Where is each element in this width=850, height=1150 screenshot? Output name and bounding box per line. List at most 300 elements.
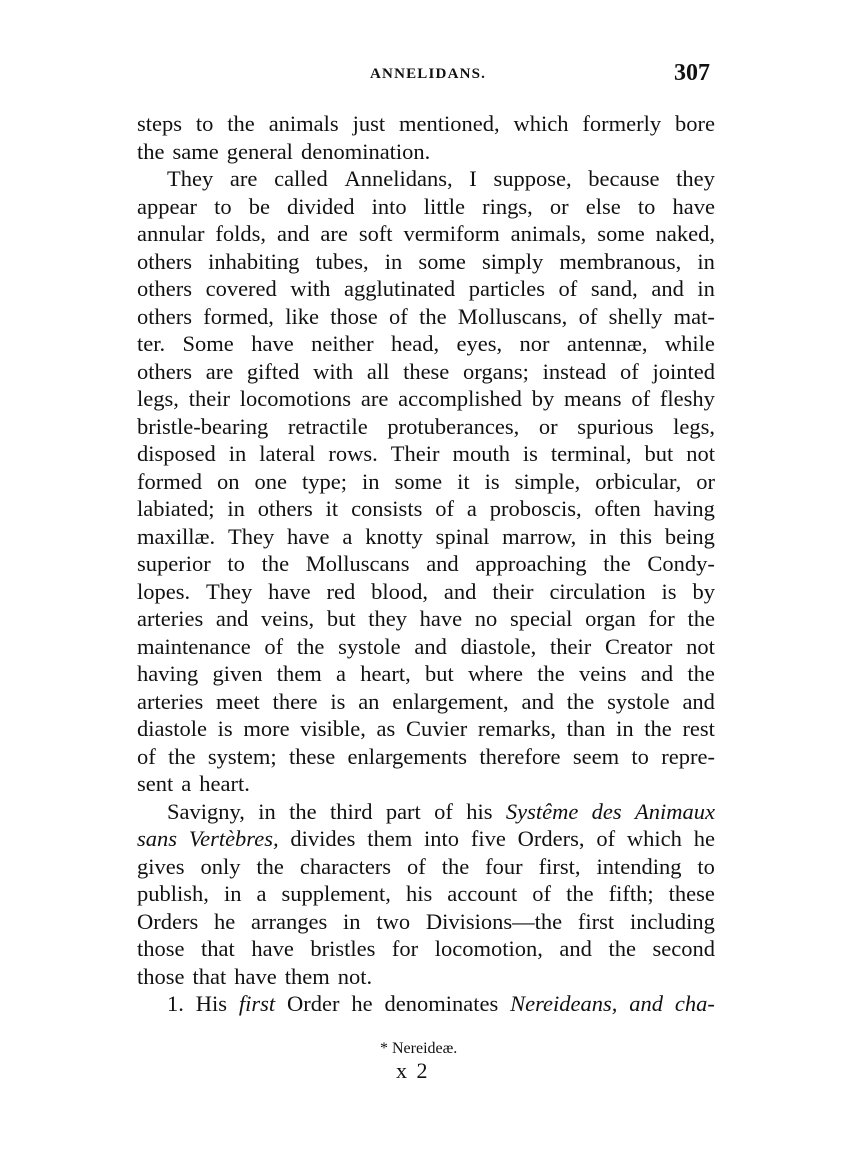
- word: they: [368, 606, 407, 631]
- word: and: [651, 276, 684, 301]
- word: the: [441, 853, 470, 879]
- word: and: [443, 578, 477, 604]
- word: and: [521, 688, 554, 714]
- word: bristles: [310, 936, 376, 961]
- word: Condy-: [647, 551, 715, 576]
- word: in: [589, 523, 607, 549]
- word: having: [137, 661, 199, 686]
- word: special: [509, 606, 573, 631]
- word: head,: [390, 331, 440, 356]
- word: sans: [137, 826, 178, 851]
- word: heart.: [199, 771, 250, 796]
- text-line: [137, 578, 715, 606]
- word: but: [425, 661, 454, 686]
- word: else: [585, 193, 621, 219]
- word: superior: [137, 551, 211, 576]
- word: being: [664, 523, 715, 549]
- body-text: [137, 110, 715, 1018]
- word: marrow,: [502, 523, 577, 549]
- word: some: [597, 221, 645, 246]
- word: remarks,: [477, 716, 556, 741]
- word: mentioned,: [398, 111, 500, 136]
- word: is: [661, 578, 677, 604]
- word: that: [201, 936, 235, 961]
- word: the: [168, 743, 196, 769]
- word: spinal: [435, 523, 490, 549]
- word: some: [418, 248, 466, 274]
- word: in: [223, 881, 242, 906]
- word: which: [513, 111, 569, 136]
- word: they: [676, 166, 715, 191]
- word: type;: [302, 468, 348, 494]
- word: the: [256, 853, 284, 879]
- word: have: [287, 523, 330, 549]
- word: in: [343, 908, 361, 934]
- word: Their: [390, 441, 440, 466]
- word: maintenance: [137, 633, 251, 659]
- text-line: [137, 358, 715, 386]
- word: he: [351, 991, 373, 1016]
- word: proboscis,: [489, 496, 582, 521]
- word: into: [371, 193, 407, 219]
- word: Animaux: [635, 798, 715, 824]
- word: veins: [578, 661, 627, 686]
- text-line: [137, 825, 715, 853]
- word: of: [620, 358, 639, 384]
- word: inhabiting: [208, 248, 300, 274]
- word: of: [631, 386, 651, 411]
- text-line: [137, 605, 715, 633]
- word: Annelidans,: [344, 166, 453, 191]
- word: and: [640, 661, 674, 686]
- word: Orders,: [517, 826, 585, 851]
- word: They: [227, 523, 275, 549]
- word: Some: [182, 331, 234, 356]
- word: nor: [519, 331, 550, 356]
- word: in: [697, 276, 715, 301]
- word: others: [137, 248, 192, 274]
- word: others: [257, 496, 313, 521]
- word: a: [335, 661, 346, 686]
- word: is: [522, 441, 538, 466]
- word: or: [549, 193, 569, 219]
- word: labiated;: [137, 496, 215, 521]
- word: have: [419, 606, 463, 631]
- word: arteries: [137, 606, 204, 631]
- word: not.: [337, 963, 373, 989]
- word: antennæ,: [566, 331, 648, 356]
- word: in: [362, 468, 380, 494]
- text-line: [137, 495, 715, 523]
- word: on: [217, 468, 240, 494]
- text-line: [137, 138, 715, 166]
- word: them: [367, 826, 413, 851]
- word: to: [195, 111, 214, 136]
- word: and: [629, 991, 664, 1016]
- word: it: [457, 468, 470, 494]
- word: of: [407, 853, 426, 879]
- text-line: [137, 193, 715, 221]
- word: given: [212, 661, 263, 686]
- word: and: [559, 936, 592, 961]
- word: are: [229, 166, 258, 191]
- word: blood,: [371, 578, 429, 604]
- text-line: [137, 688, 715, 716]
- word: Systême: [505, 798, 579, 824]
- word: Creator: [604, 633, 673, 659]
- word: in: [384, 248, 403, 274]
- word: but: [644, 441, 674, 466]
- word: a: [181, 771, 192, 796]
- word: is: [484, 468, 500, 494]
- word: formed: [137, 468, 202, 494]
- word: called: [274, 166, 328, 191]
- word: suppose,: [493, 166, 572, 191]
- word: enlargements: [347, 743, 468, 769]
- word: them: [276, 661, 322, 686]
- word: third: [329, 798, 373, 824]
- text-line: [137, 413, 715, 441]
- word: mat-: [673, 303, 715, 329]
- word: and: [215, 606, 249, 631]
- word: legs,: [137, 386, 179, 411]
- word: where: [468, 661, 523, 686]
- word: accomplished: [398, 386, 522, 411]
- word: sand,: [590, 276, 638, 301]
- word: his: [405, 881, 433, 906]
- text-line: [137, 798, 715, 826]
- word: simple,: [514, 468, 581, 494]
- text-line: [137, 633, 715, 661]
- word: sent: [137, 771, 174, 796]
- word: first,: [538, 853, 581, 879]
- word: heart,: [360, 661, 411, 686]
- text-line: [137, 523, 715, 551]
- word: shelly: [608, 303, 663, 329]
- word: no: [474, 606, 498, 631]
- word: Divisions—the: [425, 908, 563, 934]
- word: but: [326, 606, 356, 631]
- word: the: [137, 138, 165, 164]
- word: others: [137, 276, 192, 301]
- word: including: [629, 908, 715, 934]
- text-line: [137, 743, 715, 771]
- word: not: [686, 441, 715, 466]
- word: system;: [207, 743, 277, 769]
- word: means: [564, 386, 622, 411]
- word: part: [385, 798, 421, 824]
- word: denominates: [384, 991, 499, 1016]
- word: systole: [607, 688, 670, 714]
- word: a: [256, 881, 267, 906]
- word: the: [566, 688, 595, 714]
- word: red: [326, 578, 356, 604]
- word: lopes.: [137, 578, 191, 604]
- word: be: [248, 193, 270, 219]
- word: their: [492, 578, 534, 604]
- word: not: [686, 633, 715, 659]
- word: visible,: [300, 716, 366, 741]
- word: mouth: [452, 441, 510, 466]
- page-number: 307: [674, 60, 710, 86]
- word: little: [423, 193, 466, 219]
- word: two: [376, 908, 411, 934]
- word: often: [594, 496, 641, 521]
- text-line: [137, 275, 715, 303]
- word: first: [238, 991, 276, 1016]
- word: of: [389, 303, 408, 329]
- word: denomination.: [300, 138, 431, 164]
- word: gives: [137, 853, 185, 879]
- word: like: [285, 303, 319, 329]
- word: all: [366, 358, 390, 384]
- word: to: [697, 853, 715, 879]
- word: the: [687, 606, 715, 631]
- word: Cuvier: [405, 716, 468, 741]
- word: His: [195, 991, 228, 1016]
- word: and: [276, 221, 310, 246]
- word: 1.: [167, 991, 184, 1016]
- word: meet: [216, 688, 260, 714]
- text-line: [137, 165, 715, 193]
- word: just: [352, 111, 386, 136]
- word: having: [653, 496, 715, 521]
- word: instead: [542, 358, 607, 384]
- word: repre-: [661, 743, 715, 769]
- word: of: [435, 496, 454, 521]
- word: spurious: [577, 413, 654, 439]
- word: have: [251, 331, 294, 356]
- word: particles: [468, 276, 545, 301]
- word: the: [296, 633, 325, 659]
- word: des: [591, 798, 622, 824]
- word: the: [419, 303, 447, 329]
- word: naked,: [655, 221, 715, 246]
- word: of: [578, 303, 598, 329]
- word: in: [697, 248, 715, 274]
- word: rest: [682, 716, 715, 741]
- word: enlargement,: [392, 688, 509, 714]
- word: the: [566, 881, 594, 906]
- word: membranous,: [559, 248, 682, 274]
- word: same: [172, 138, 219, 164]
- word: annular: [137, 221, 205, 246]
- word: as: [376, 716, 396, 741]
- text-line: [137, 468, 715, 496]
- text-line: [137, 660, 715, 688]
- word: is: [330, 688, 346, 714]
- word: have: [672, 193, 715, 219]
- word: supplement,: [281, 881, 391, 906]
- word: and: [426, 551, 459, 576]
- word: their: [188, 386, 230, 411]
- word: are: [205, 358, 234, 384]
- word: steps: [137, 111, 182, 136]
- word: that: [192, 963, 227, 989]
- text-line: [137, 908, 715, 936]
- text-line: [137, 935, 715, 963]
- word: jointed: [652, 358, 715, 384]
- text-line: [137, 248, 715, 276]
- word: the: [289, 798, 317, 824]
- word: divided: [287, 193, 355, 219]
- word: covered: [205, 276, 277, 301]
- word: it: [325, 496, 339, 521]
- word: locomotions: [239, 386, 352, 411]
- word: I: [469, 166, 477, 191]
- word: of: [596, 826, 616, 851]
- word: systole: [338, 633, 401, 659]
- word: only: [200, 853, 241, 879]
- word: veins,: [261, 606, 315, 631]
- word: five: [470, 826, 506, 851]
- word: an: [358, 688, 380, 714]
- word: arranges: [251, 908, 328, 934]
- word: and: [414, 633, 447, 659]
- word: Molluscans: [305, 551, 410, 576]
- word: their: [549, 633, 592, 659]
- word: terminal,: [550, 441, 632, 466]
- word: Order: [287, 991, 340, 1016]
- word: the: [261, 551, 290, 576]
- word: these: [288, 743, 336, 769]
- word: he: [693, 826, 715, 851]
- word: rows.: [328, 441, 378, 466]
- word: neither: [311, 331, 374, 356]
- word: locomotion,: [434, 936, 543, 961]
- word: Molluscans,: [457, 303, 568, 329]
- word: the: [227, 111, 255, 136]
- word: maxillæ.: [137, 523, 216, 549]
- word: the: [603, 551, 631, 576]
- word: with: [290, 276, 331, 301]
- word: which: [626, 826, 682, 851]
- word: to: [637, 193, 656, 219]
- word: vermiform: [403, 221, 500, 246]
- word: of: [264, 633, 284, 659]
- word: Orders: [137, 908, 199, 934]
- word: cha-: [674, 991, 715, 1016]
- word: bristle-bearing: [137, 413, 269, 439]
- text-line: [137, 880, 715, 908]
- word: orbicular,: [595, 468, 682, 494]
- word: folds,: [215, 221, 267, 246]
- word: by: [531, 386, 555, 411]
- word: rings,: [482, 193, 533, 219]
- text-line: [137, 770, 715, 798]
- word: appear: [137, 193, 197, 219]
- word: these: [668, 881, 715, 906]
- word: have: [251, 936, 294, 961]
- word: Vertèbres,: [188, 826, 279, 851]
- word: have: [268, 578, 311, 604]
- word: intending: [596, 853, 682, 879]
- word: protuberances,: [387, 413, 520, 439]
- word: while: [664, 331, 715, 356]
- word: the: [644, 716, 672, 741]
- word: others: [137, 303, 192, 329]
- word: those: [330, 303, 378, 329]
- text-line: [137, 385, 715, 413]
- text-line: [137, 303, 715, 331]
- word: those: [137, 963, 185, 989]
- word: some: [394, 468, 443, 494]
- footnote: * Nereideæ.: [380, 1040, 458, 1057]
- word: tubes,: [315, 248, 369, 274]
- word: is: [217, 716, 233, 741]
- word: bore: [674, 111, 715, 136]
- word: seem: [572, 743, 620, 769]
- word: there: [272, 688, 318, 714]
- word: organ: [585, 606, 636, 631]
- text-line: [137, 990, 715, 1018]
- word: divides: [290, 826, 356, 851]
- word: lateral: [259, 441, 316, 466]
- word: into: [424, 826, 460, 851]
- word: disposed: [137, 441, 216, 466]
- word: in: [227, 496, 245, 521]
- word: formerly: [582, 111, 662, 136]
- word: circulation: [549, 578, 646, 604]
- word: general: [226, 138, 293, 164]
- word: or: [696, 468, 715, 494]
- word: to: [214, 193, 232, 219]
- word: first: [577, 908, 615, 934]
- text-line: [137, 853, 715, 881]
- word: one: [254, 468, 288, 494]
- word: They: [206, 578, 253, 604]
- word: with: [313, 358, 354, 384]
- word: and: [682, 688, 715, 714]
- word: formed,: [203, 303, 274, 329]
- word: are: [320, 221, 348, 246]
- word: Savigny,: [167, 798, 245, 824]
- word: for: [391, 936, 419, 961]
- word: simply: [482, 248, 544, 274]
- word: because: [588, 166, 660, 191]
- text-line: [137, 330, 715, 358]
- word: account: [447, 881, 518, 906]
- word: to: [631, 743, 649, 769]
- word: of: [434, 798, 453, 824]
- word: retractile: [287, 413, 368, 439]
- word: to: [227, 551, 245, 576]
- word: fifth;: [608, 881, 654, 906]
- word: of: [558, 276, 578, 301]
- word: in: [258, 798, 276, 824]
- word: agglutinated: [343, 276, 456, 301]
- text-line: [137, 220, 715, 248]
- text-line: [137, 440, 715, 468]
- word: legs,: [673, 413, 715, 439]
- text-line: [137, 110, 715, 138]
- word: approaching: [475, 551, 587, 576]
- word: by: [692, 578, 715, 604]
- word: others: [137, 358, 192, 384]
- word: diastole: [137, 716, 207, 741]
- running-title: ANNELIDANS.: [370, 66, 487, 82]
- word: for: [648, 606, 675, 631]
- word: knotty: [365, 523, 423, 549]
- word: those: [137, 936, 185, 961]
- text-line: [137, 550, 715, 578]
- word: this: [619, 523, 653, 549]
- word: second: [652, 936, 715, 961]
- word: characters: [299, 853, 392, 879]
- word: have: [234, 963, 277, 989]
- word: a: [342, 523, 353, 549]
- word: of: [532, 881, 552, 906]
